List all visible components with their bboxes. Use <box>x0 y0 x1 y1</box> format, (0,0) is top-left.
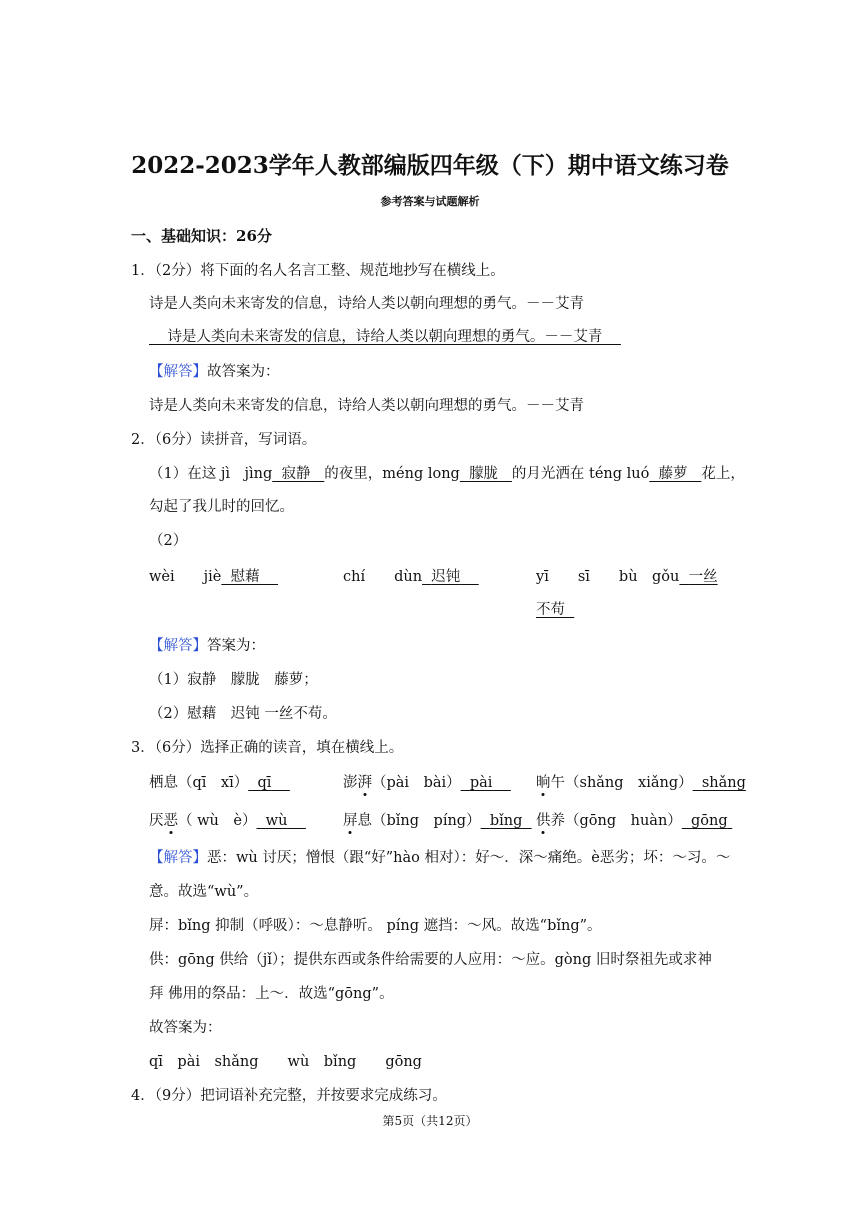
q3-item-bingxi: 屏息（bǐng píng） bǐng <box>343 813 523 829</box>
jieda-label: 【解答】 <box>149 850 207 866</box>
q2-word3-cont: 不苟 <box>536 602 565 618</box>
q3-explain-3b: 拜 佛用的祭品：上～．故选“gōng”。 <box>149 986 394 1002</box>
q3-explain-1: 【解答】恶：wù 讨厌；憎恨（跟“好”hào 相对）：好～．深～痛绝。è恶劣；坏：～习。～ <box>149 850 731 866</box>
q2-part1-line1: （1）在这 jì jìng 寂静 的夜里，méng long 朦胧 的月光洒在 téng luó 藤萝 花上， <box>149 466 745 482</box>
q2-stem: 2．（6分）读拼音，写词语。 <box>131 432 317 448</box>
q3-final-answer: qī pài shǎng wù bǐng gōng <box>149 1054 422 1070</box>
q3-item-qixi: 栖息（qī xī） qī <box>149 775 272 791</box>
q2-answer-2: （2）慰藉 迟钝 一丝不苟。 <box>149 706 337 722</box>
jieda-label: 【解答】 <box>149 638 207 654</box>
q3-stem: 3．（6分）选择正确的读音，填在横线上。 <box>131 740 404 756</box>
q2-word3: yī sī bù gǒu 一丝 <box>536 569 718 585</box>
q3-explain-1b: 意。故选“wù”。 <box>149 884 259 900</box>
q1-answer-repeat: 诗是人类向未来寄发的信息，诗给人类以朝向理想的勇气。－－艾青 <box>149 398 584 414</box>
q2-word2: chí dùn 迟钝 <box>343 569 461 585</box>
q1-jieda: 【解答】故答案为： <box>149 364 280 380</box>
q3-explain-2: 屏：bǐng 抑制（呼吸）：～息静听。 píng 遮挡：～风。故选“bǐng”。 <box>149 918 602 934</box>
q3-item-gongyang: 供养（gōng huàn） gōng <box>536 813 728 829</box>
q1-quote: 诗是人类向未来寄发的信息，诗给人类以朝向理想的勇气。－－艾青 <box>149 296 584 312</box>
jieda-label: 【解答】 <box>149 364 207 380</box>
q2-part1-line2: 勾起了我儿时的回忆。 <box>149 499 294 515</box>
q3-explain-3: 供：gōng 供给（jǐ）；提供东西或条件给需要的人应用：～应。gòng 旧时祭祖先或求神 <box>149 952 712 968</box>
q2-word1: wèi jiè 慰藉 <box>149 569 260 585</box>
q3-item-shangwu: 晌午（shǎng xiǎng） shǎng <box>536 775 746 791</box>
page-title: 2022-2023学年人教部编版四年级（下）期中语文练习卷 <box>131 152 729 179</box>
q2-answer-1: （1）寂静 朦胧 藤萝； <box>149 672 318 688</box>
section-heading: 一、基础知识：26分 <box>131 227 272 245</box>
q1-stem: 1．（2分）将下面的名人名言工整、规范地抄写在横线上。 <box>131 263 505 279</box>
q2-part2-label: （2） <box>149 533 188 549</box>
page-footer: 第5页（共12页） <box>382 1114 478 1128</box>
q3-item-pengpai: 澎湃（pài bài） pài <box>343 775 493 791</box>
q1-answer-line: 诗是人类向未来寄发的信息，诗给人类以朝向理想的勇气。－－艾青 <box>167 329 603 345</box>
q3-item-yanwu: 厌恶（ wù è） wù <box>149 813 288 829</box>
page-subtitle: 参考答案与试题解析 <box>380 195 480 208</box>
q2-jieda: 【解答】答案为： <box>149 638 265 654</box>
q4-stem: 4．（9分）把词语补充完整，并按要求完成练习。 <box>131 1088 447 1104</box>
q3-summary: 故答案为： <box>149 1020 222 1036</box>
